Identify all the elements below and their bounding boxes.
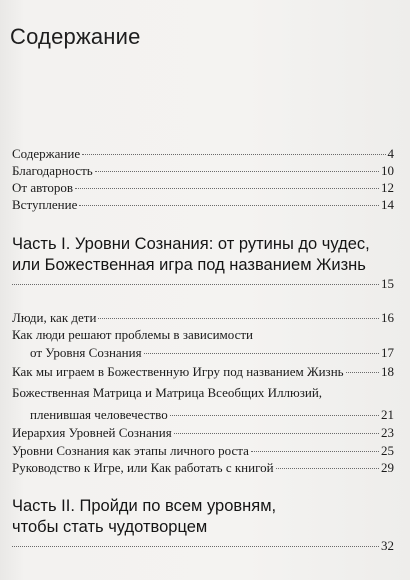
toc-page-number: 29 [381,460,394,475]
leader-dots [95,171,379,172]
toc-page-number: 32 [381,538,394,553]
leader-dots [12,284,379,285]
part-page-row[interactable] [12,276,394,292]
leader-dots [82,154,385,155]
toc-page-number: 14 [381,197,394,212]
toc-entry[interactable] [12,310,394,326]
toc-entry-label: Божественная Матрица и Матрица Всеобщих Иллюзий, [12,385,323,400]
toc-entry[interactable] [12,443,394,459]
toc-entry-label: Как люди решают проблемы в зависимости [12,327,254,342]
toc-entry[interactable] [12,163,394,179]
toc-entry[interactable] [12,460,394,476]
toc-entry-label: Люди, как дети [12,310,97,325]
toc-entry[interactable] [12,180,394,196]
toc-entry[interactable] [12,197,394,213]
toc-entry-label: Вступление [12,197,78,212]
toc-page-number: 17 [381,345,394,360]
toc-page-number: 25 [381,443,394,458]
part-heading-line: чтобы стать чудотворцем [12,518,208,536]
leader-dots [251,451,379,452]
toc-entry-label: Руководство к Игре, или Как работать с книгой [12,460,274,475]
part-heading-line: Часть I. Уровни Сознания: от рутины до чудес, [12,235,370,253]
toc-entry[interactable] [12,146,394,162]
toc-entry-label: Содержание [12,146,81,161]
leader-dots [144,353,379,354]
toc-entry-label-continued: пленившая человечество [30,407,168,422]
toc-entry-label: Иерархия Уровней Сознания [12,425,172,440]
toc-entry-label: Как мы играем в Божественную Игру под названием Жизнь [12,364,344,379]
toc-entry[interactable] [12,425,394,441]
toc-entry-label: Уровни Сознания как этапы личного роста [12,443,249,458]
part-heading[interactable] [12,234,396,276]
toc-page-number: 16 [381,310,394,325]
page-title: Содержание [10,24,141,49]
leader-dots [98,318,379,319]
leader-dots [170,415,379,416]
toc-page-number: 23 [381,425,394,440]
part-heading-line: Часть II. Пройди по всем уровням, [12,497,277,515]
toc-entry[interactable] [12,364,394,380]
leader-dots [75,188,379,189]
part-page-row[interactable] [12,538,394,554]
part-heading[interactable] [12,496,396,538]
leader-dots [276,468,379,469]
toc-entry[interactable] [12,385,394,423]
leader-dots [346,372,379,373]
toc-entry-label-continued: от Уровня Сознания [30,345,142,360]
toc-page-number: 21 [381,407,394,422]
toc-page-number: 15 [381,276,394,291]
toc-page-number: 4 [387,146,394,161]
toc-entry-label: От авторов [12,180,74,195]
part-heading-line: или Божественная игра под названием Жизнь [12,256,366,274]
leader-dots [174,433,379,434]
toc-page-number: 18 [381,364,394,379]
toc-entry-label: Благодарность [12,163,93,178]
toc-entry[interactable] [12,327,394,361]
leader-dots [12,546,379,547]
toc-page-number: 10 [381,163,394,178]
leader-dots [79,205,379,206]
toc-page-number: 12 [381,180,394,195]
